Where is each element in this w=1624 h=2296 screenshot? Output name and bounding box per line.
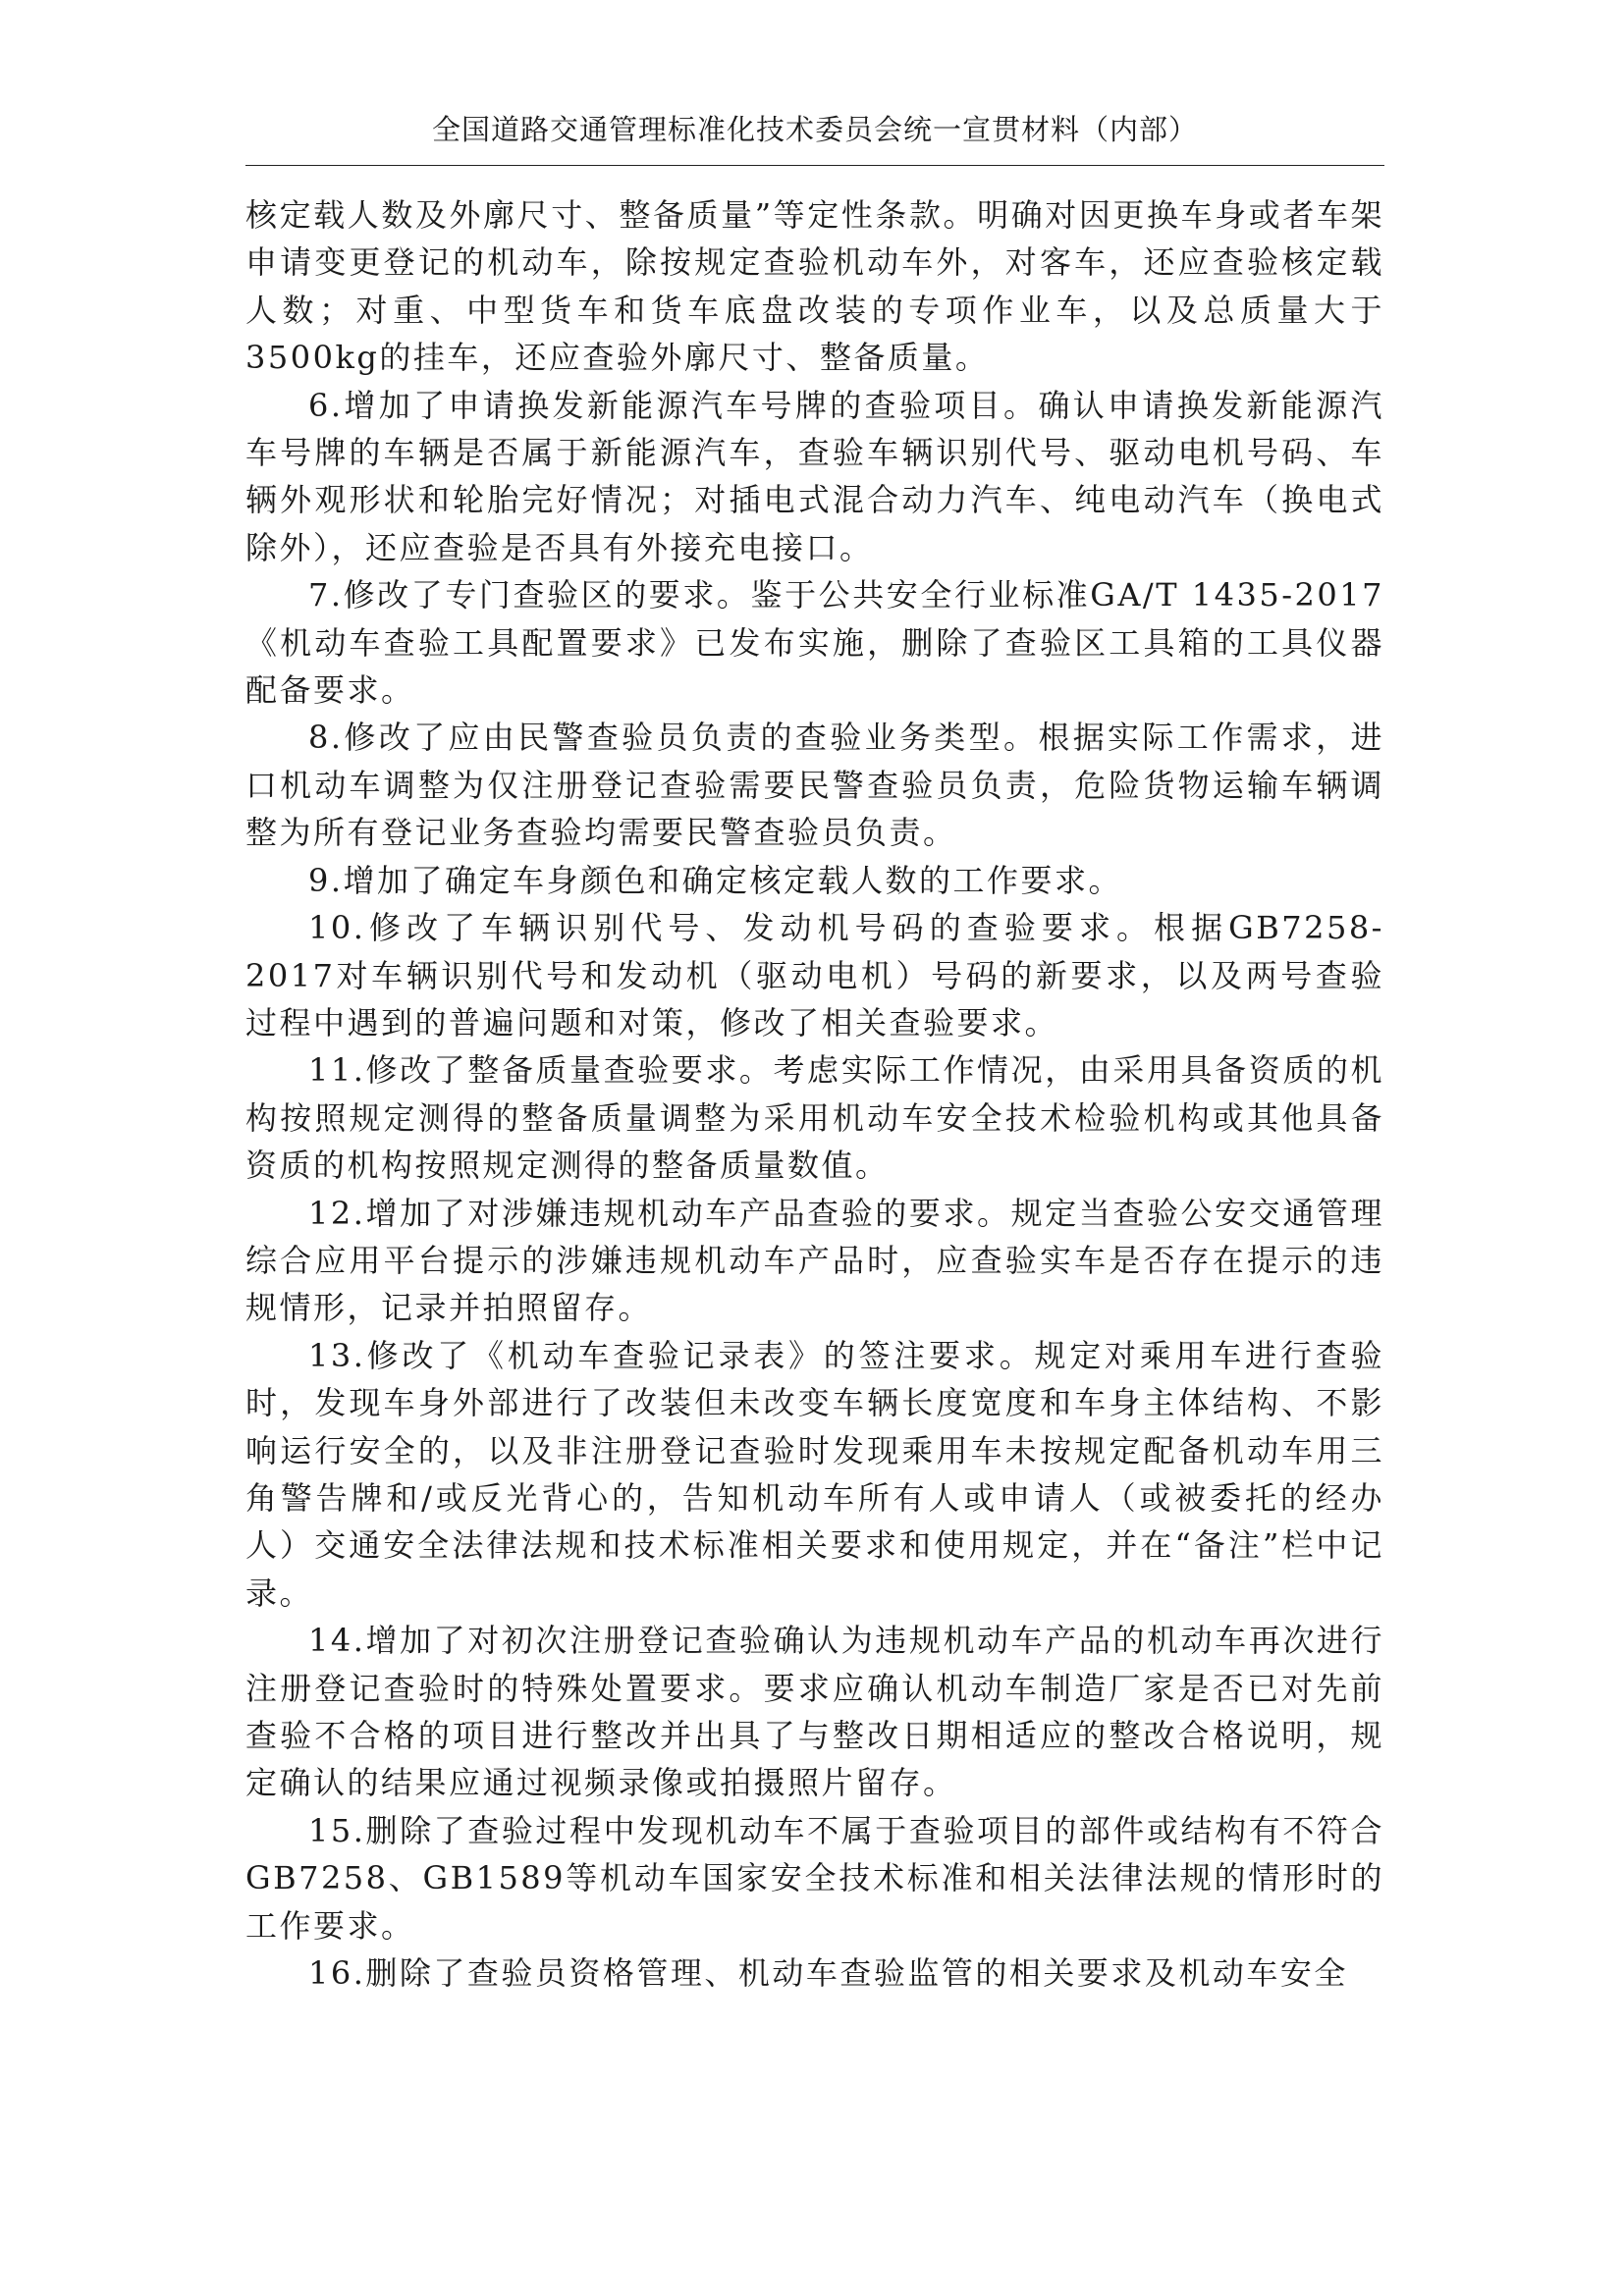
paragraph-item-11: 11.修改了整备质量查验要求。考虑实际工作情况，由采用具备资质的机构按照规定测得的整备质量调整为采用机动车安全技术检验机构或其他具备资质的机构按照规定测得的整备质量数值。 — [245, 1051, 1384, 1185]
header-divider — [245, 165, 1384, 166]
paragraph-item-15: 15.删除了查验过程中发现机动车不属于查验项目的部件或结构有不符合GB7258、GB1589等机动车国家安全技术标准和相关法律法规的情形时的工作要求。 — [245, 1811, 1384, 1945]
page-header: 全国道路交通管理标准化技术委员会统一宣贯材料（内部） — [431, 113, 1198, 146]
paragraph-item-6: 6.增加了申请换发新能源汽车号牌的查验项目。确认申请换发新能源汽车号牌的车辆是否属于新能源汽车，查验车辆识别代号、驱动电机号码、车辆外观形状和轮胎完好情况；对插电式混合动力汽车、纯电动汽车（换电式除外），还应查验是否具有外接充电接口。 — [245, 386, 1384, 566]
paragraph-continuation: 核定载人数及外廓尺寸、整备质量”等定性条款。明确对因更换车身或者车架申请变更登记的机动车，除按规定查验机动车外，对客车，还应查验核定载人数；对重、中型货车和货车底盘改装的专项作业车，以及总质量大于3500kg的挂车，还应查验外廓尺寸、整备质量。 — [245, 196, 1384, 377]
paragraph-item-7: 7.修改了专门查验区的要求。鉴于公共安全行业标准GA/T 1435-2017《机动车查验工具配置要求》已发布实施，删除了查验区工具箱的工具仪器配备要求。 — [245, 576, 1384, 710]
paragraph-item-9: 9.增加了确定车身颜色和确定核定载人数的工作要求。 — [308, 861, 1123, 899]
document-body — [245, 191, 1384, 1997]
paragraph-item-12: 12.增加了对涉嫌违规机动车产品查验的要求。规定当查验公安交通管理综合应用平台提示的涉嫌违规机动车产品时，应查验实车是否存在提示的违规情形，记录并拍照留存。 — [245, 1194, 1384, 1327]
paragraph-item-10: 10.修改了车辆识别代号、发动机号码的查验要求。根据GB7258-2017对车辆识别代号和发动机（驱动电机）号码的新要求，以及两号查验过程中遇到的普遍问题和对策，修改了相关查验要求。 — [245, 909, 1384, 1041]
paragraph-item-16: 16.删除了查验员资格管理、机动车查验监管的相关要求及机动车安全 — [308, 1954, 1348, 1993]
paragraph-item-14: 14.增加了对初次注册登记查验确认为违规机动车产品的机动车再次进行注册登记查验时的特殊处置要求。要求应确认机动车制造厂家是否已对先前查验不合格的项目进行整改并出具了与整改日期相适应的整改合格说明，规定确认的结果应通过视频录像或拍摄照片留存。 — [245, 1622, 1384, 1802]
paragraph-item-13: 13.修改了《机动车查验记录表》的签注要求。规定对乘用车进行查验时，发现车身外部进行了改装但未改变车辆长度宽度和车身主体结构、不影响运行安全的，以及非注册登记查验时发现乘用车未按规定配备机动车用三角警告牌和/或反光背心的，告知机动车所有人或申请人（或被委托的经办人）交通安全法律法规和技术标准相关要求和使用规定，并在“备注”栏中记录。 — [245, 1336, 1384, 1612]
paragraph-item-8: 8.修改了应由民警查验员负责的查验业务类型。根据实际工作需求，进口机动车调整为仅注册登记查验需要民警查验员负责，危险货物运输车辆调整为所有登记业务查验均需要民警查验员负责。 — [245, 719, 1384, 852]
